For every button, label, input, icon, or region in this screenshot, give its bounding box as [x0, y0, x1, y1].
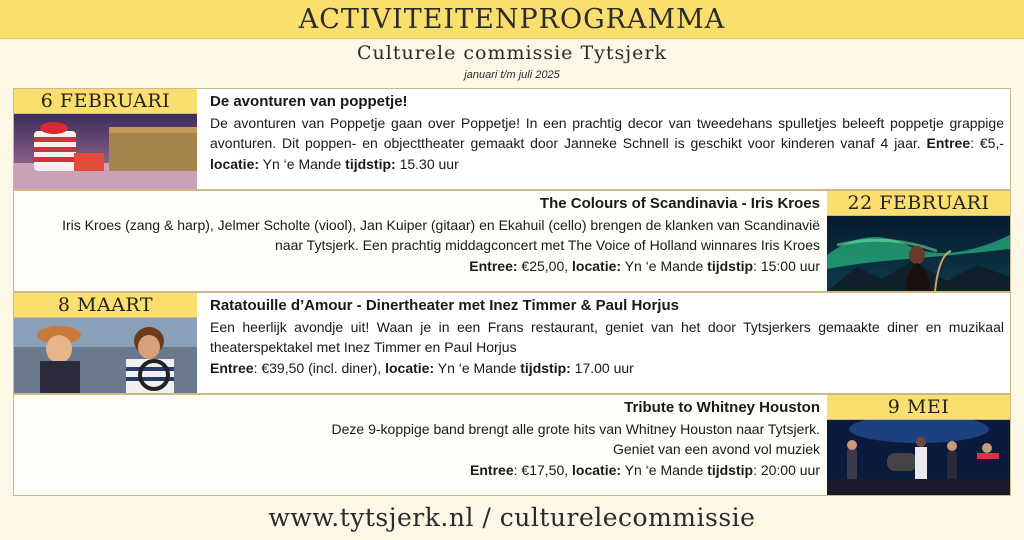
- event-title: De avonturen van poppetje!: [210, 93, 408, 110]
- event-media: [14, 89, 197, 189]
- tijdstip-label: tijdstip:: [345, 155, 396, 172]
- event-text: [210, 296, 1004, 378]
- entree-value: : €5,-: [970, 135, 1005, 151]
- event-description-line-1: Deze 9-koppige band brengt alle grote hits van Whitney Houston naar Tytsjerk.: [331, 420, 820, 437]
- entree-value: €25,00,: [517, 257, 573, 274]
- event-media: [827, 395, 1010, 495]
- program-period: januari t/m juli 2025: [464, 69, 560, 81]
- event-date-badge: 6 FEBRUARI: [14, 89, 197, 114]
- event-media: [14, 293, 197, 393]
- event-card-ratatouille-damour: [13, 292, 1011, 394]
- event-photo-band-stage: [827, 419, 1010, 495]
- locatie-value: Yn ‘e Mande: [621, 461, 708, 478]
- event-text: [44, 398, 820, 480]
- event-photo-dinner-theater: [14, 317, 197, 393]
- entree-label: Entree:: [469, 257, 518, 274]
- event-card-tribute-whitney-houston: [13, 394, 1011, 496]
- tijdstip-label: tijdstip: [707, 461, 754, 478]
- event-card-poppetje: [13, 88, 1011, 190]
- event-title: Ratatouille d’Amour - Dinertheater met Inez Timmer & Paul Horjus: [210, 297, 679, 314]
- entree-label: Entree: [210, 359, 254, 376]
- locatie-value: Yn ‘e Mande: [259, 155, 342, 172]
- title-banner: [0, 0, 1024, 39]
- tijdstip-label: tijdstip: [707, 257, 754, 274]
- event-text: [44, 194, 820, 276]
- event-media: [827, 191, 1010, 291]
- event-title: The Colours of Scandinavia - Iris Kroes: [539, 195, 820, 212]
- entree-value: : €17,50,: [513, 461, 573, 478]
- tijdstip-value: : 20:00 uur: [753, 461, 820, 478]
- locatie-label: locatie:: [572, 461, 622, 478]
- page-subtitle: Culturele commissie Tytsjerk: [357, 42, 667, 64]
- event-photo-puppet-theater: [14, 113, 197, 189]
- entree-label: Entree: [470, 461, 514, 478]
- event-photo-northern-lights: [827, 215, 1010, 291]
- event-title: Tribute to Whitney Houston: [624, 399, 820, 416]
- footer-website: www.tytsjerk.nl / culturelecommissie: [268, 503, 756, 532]
- tijdstip-value: 15.30 uur: [395, 155, 459, 172]
- event-description-line-2: Geniet van een avond vol muziek: [612, 441, 820, 457]
- locatie-label: locatie:: [385, 359, 435, 376]
- event-description: Een heerlijk avondje uit! Waan je in een Frans restaurant, geniet van het door Tytsjerkers gemaakte diner en muzikaal theaterspektakel met Inez Timmer en Paul Horjus: [210, 318, 1004, 355]
- event-date-badge: 8 MAART: [14, 293, 197, 318]
- tijdstip-label: tijdstip:: [520, 359, 571, 376]
- event-description: De avonturen van Poppetje gaan over Poppetje! In een prachtig decor van tweedehans spulletjes beleeft poppetje grappige avonturen. Dit poppen- en objecttheater gemaakt door Janneke Schnell is geschikt voor kinderen vanaf 4 jaar.: [210, 114, 1004, 151]
- event-card-colours-of-scandinavia: [13, 190, 1011, 292]
- event-text: [210, 92, 1004, 174]
- tijdstip-value: : 15:00 uur: [753, 257, 820, 274]
- tijdstip-value: 17.00 uur: [570, 359, 634, 376]
- locatie-label: locatie:: [210, 155, 260, 172]
- page-title: ACTIVITEITENPROGRAMMA: [298, 3, 726, 35]
- locatie-value: Yn ‘e Mande: [621, 257, 708, 274]
- entree-value: : €39,50 (incl. diner),: [253, 359, 386, 376]
- event-description: Iris Kroes (zang & harp), Jelmer Scholte (viool), Jan Kuiper (gitaar) en Ekahuil (cello) brengen de klanken van Scandinavië naar Tytsjerk. Een prachtig middagconcert met The Voice of Holland winnares Iris Kroes: [62, 216, 820, 253]
- entree-label: Entree: [926, 135, 971, 151]
- event-date-badge: 22 FEBRUARI: [827, 191, 1010, 216]
- locatie-label: locatie:: [572, 257, 622, 274]
- event-date-badge: 9 MEI: [827, 395, 1010, 420]
- locatie-value: Yn ‘e Mande: [434, 359, 521, 376]
